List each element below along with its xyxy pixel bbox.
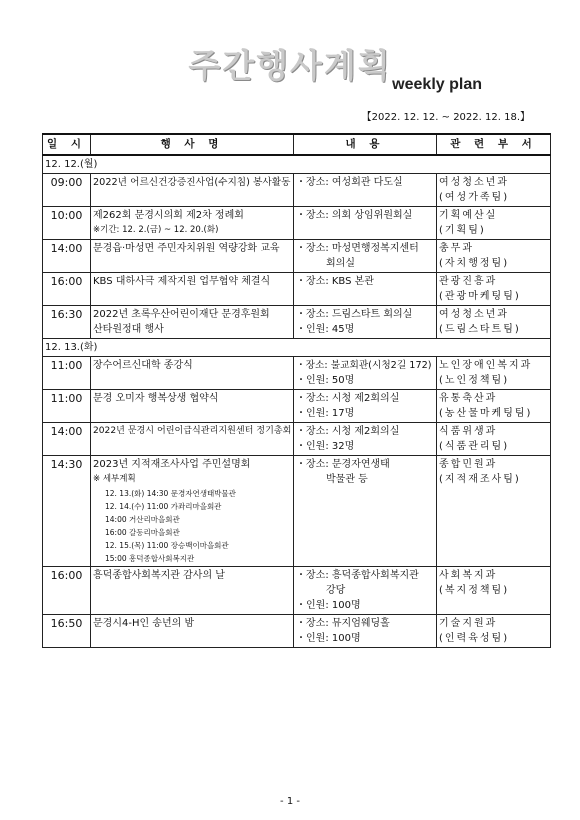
schedule-table <box>42 133 551 648</box>
document-title: 주간행사계획 <box>188 46 392 85</box>
event-department-cell <box>437 456 551 567</box>
table-row <box>43 357 551 390</box>
event-content-cell <box>294 390 437 423</box>
event-time: 16:50 <box>43 615 91 648</box>
event-detail-line: 12. 13.(화) 14:30 문경자연생태박물관 <box>105 489 236 498</box>
day-row <box>43 155 551 174</box>
event-content-line: 박물관 등 <box>326 474 368 485</box>
event-name-cell <box>91 567 294 615</box>
event-name-cell <box>91 273 294 306</box>
event-time: 16:00 <box>43 567 91 615</box>
event-time: 14:00 <box>43 240 91 273</box>
event-name: 2023년 지적재조사사업 주민설명회 <box>93 459 251 470</box>
event-department-cell <box>437 357 551 390</box>
event-content-cell <box>294 306 437 339</box>
event-content-line: ・장소: 흥덕종합사회복지관 <box>296 570 419 581</box>
table-row <box>43 306 551 339</box>
department-team: (식품관리팀) <box>439 441 510 452</box>
table-row <box>43 207 551 240</box>
table-row <box>43 456 551 567</box>
event-content-cell <box>294 207 437 240</box>
department-name: 여성청소년과 <box>439 309 509 320</box>
event-name-cell <box>91 357 294 390</box>
table-row <box>43 567 551 615</box>
day-row <box>43 339 551 357</box>
day-label: 12. 13.(화) <box>43 339 551 357</box>
department-team: (노인정책팀) <box>439 375 510 386</box>
document-subtitle: weekly plan <box>392 76 482 93</box>
department-team: (기획팀) <box>439 225 486 236</box>
event-content-line: 강당 <box>326 585 346 596</box>
event-content-line: ・장소: KBS 본관 <box>296 276 374 287</box>
table-row <box>43 240 551 273</box>
event-detail-line: 16:00 갈동리마을회관 <box>105 528 180 537</box>
event-content-cell <box>294 567 437 615</box>
event-content-cell <box>294 456 437 567</box>
table-row <box>43 174 551 207</box>
event-name: 제262회 문경시의회 제2차 정례회 <box>93 210 244 221</box>
event-content-line: ・장소: 시청 제2회의실 <box>296 426 400 437</box>
event-time: 14:00 <box>43 423 91 456</box>
event-name: 문경 오미자 행복상생 협약식 <box>93 393 219 404</box>
department-name: 여성청소년과 <box>439 177 509 188</box>
event-content-line: ・장소: 드림스타트 회의실 <box>296 309 413 320</box>
department-team: (드림스타트팀) <box>439 324 521 335</box>
department-name: 관광진흥과 <box>439 276 498 287</box>
event-note: ※기간: 12. 2.(금) ~ 12. 20.(화) <box>93 225 219 235</box>
department-team: (여성가족팀) <box>439 192 510 203</box>
department-team: (인력육성팀) <box>439 633 510 644</box>
table-row <box>43 273 551 306</box>
day-label: 12. 12.(월) <box>43 155 551 174</box>
event-name: 문경읍·마성면 주민자치위원 역량강화 교육 <box>93 243 280 254</box>
event-content-cell <box>294 423 437 456</box>
event-name: 문경시4-H인 송년의 밤 <box>93 618 195 629</box>
department-name: 종합민원과 <box>439 459 498 470</box>
event-content-line: ・인원: 50명 <box>296 375 355 386</box>
schedule-body <box>43 155 551 648</box>
event-name: 2022년 문경시 어린이급식관리지원센터 정기총회 <box>93 426 292 436</box>
event-content-line: ・장소: 시청 제2회의실 <box>296 393 400 404</box>
event-name: 흥덕종합사회복지관 감사의 날 <box>93 570 225 581</box>
event-name-cell <box>91 423 294 456</box>
event-name-cell <box>91 240 294 273</box>
event-name-cell <box>91 456 294 567</box>
department-team: (자치행정팀) <box>439 258 510 269</box>
event-content-line: 회의실 <box>326 258 355 269</box>
event-time: 11:00 <box>43 357 91 390</box>
event-name: 장수어르신대학 종강식 <box>93 360 193 371</box>
event-department-cell <box>437 273 551 306</box>
event-detail-line: 14:00 거산리마을회관 <box>105 515 180 524</box>
event-time: 09:00 <box>43 174 91 207</box>
event-department-cell <box>437 390 551 423</box>
header-content: 내 용 <box>294 134 437 155</box>
event-name-cell <box>91 390 294 423</box>
department-team: (지적재조사팀) <box>439 474 521 485</box>
department-name: 식품위생과 <box>439 426 498 437</box>
event-department-cell <box>437 174 551 207</box>
event-content-cell <box>294 273 437 306</box>
event-name-cell <box>91 207 294 240</box>
header-department: 관 련 부 서 <box>437 134 551 155</box>
event-content-cell <box>294 615 437 648</box>
event-name-cell <box>91 174 294 207</box>
event-name: KBS 대하사극 제작지원 업무협약 체결식 <box>93 276 271 287</box>
table-row <box>43 390 551 423</box>
schedule-period: 【2022. 12. 12. ~ 2022. 12. 18.】 <box>361 112 530 123</box>
event-content-cell <box>294 240 437 273</box>
header-datetime: 일 시 <box>43 134 91 155</box>
department-name: 기획예산실 <box>439 210 498 221</box>
event-department-cell <box>437 207 551 240</box>
event-content-line: ・인원: 100명 <box>296 633 361 644</box>
event-department-cell <box>437 306 551 339</box>
table-row <box>43 615 551 648</box>
event-name: 2022년 어르신건강증진사업(수지침) 봉사활동 <box>93 177 291 188</box>
event-detail-line: 15:00 흥덕종합사회복지관 <box>105 554 195 563</box>
department-name: 노인장애인복지과 <box>439 360 533 371</box>
event-name: 산타원정대 행사 <box>93 324 164 335</box>
event-content-line: ・인원: 17명 <box>296 408 355 419</box>
event-content-line: ・장소: 여성회관 다도실 <box>296 177 403 188</box>
event-department-cell <box>437 615 551 648</box>
department-name: 기술지원과 <box>439 618 498 629</box>
department-name: 사회복지과 <box>439 570 498 581</box>
event-content-line: ・장소: 마성면행정복지센터 <box>296 243 419 254</box>
event-content-line: ・장소: 뮤지엄웨딩홀 <box>296 618 390 629</box>
event-content-line: ・인원: 32명 <box>296 441 355 452</box>
event-department-cell <box>437 423 551 456</box>
event-detail-line: 12. 15.(목) 11:00 장승백이마을회관 <box>105 541 229 550</box>
table-header-row <box>43 134 551 155</box>
department-team: (관광마케팅팀) <box>439 291 521 302</box>
department-name: 총무과 <box>439 243 474 254</box>
event-time: 16:30 <box>43 306 91 339</box>
event-content-line: ・장소: 불교회관(시청2길 172) <box>296 360 432 371</box>
event-name-cell <box>91 306 294 339</box>
event-department-cell <box>437 567 551 615</box>
event-time: 14:30 <box>43 456 91 567</box>
department-name: 유통축산과 <box>439 393 498 404</box>
page-number: - 1 - <box>280 796 300 807</box>
event-note: ※ 세부계획 <box>93 474 136 484</box>
event-time: 16:00 <box>43 273 91 306</box>
event-content-cell <box>294 174 437 207</box>
event-content-line: ・장소: 문경자연생태 <box>296 459 390 470</box>
event-content-cell <box>294 357 437 390</box>
event-content-line: ・인원: 100명 <box>296 600 361 611</box>
event-detail-line: 12. 14.(수) 11:00 가좌리마을회관 <box>105 502 222 511</box>
event-content-line: ・인원: 45명 <box>296 324 355 335</box>
department-team: (복지정책팀) <box>439 585 510 596</box>
event-time: 10:00 <box>43 207 91 240</box>
event-department-cell <box>437 240 551 273</box>
event-time: 11:00 <box>43 390 91 423</box>
event-name: 2022년 초록우산어린이재단 문경후원회 <box>93 309 270 320</box>
event-name-cell <box>91 615 294 648</box>
table-row <box>43 423 551 456</box>
event-content-line: ・장소: 의회 상임위원회실 <box>296 210 413 221</box>
header-event-name: 행 사 명 <box>91 134 294 155</box>
department-team: (농산물마케팅팀) <box>439 408 533 419</box>
